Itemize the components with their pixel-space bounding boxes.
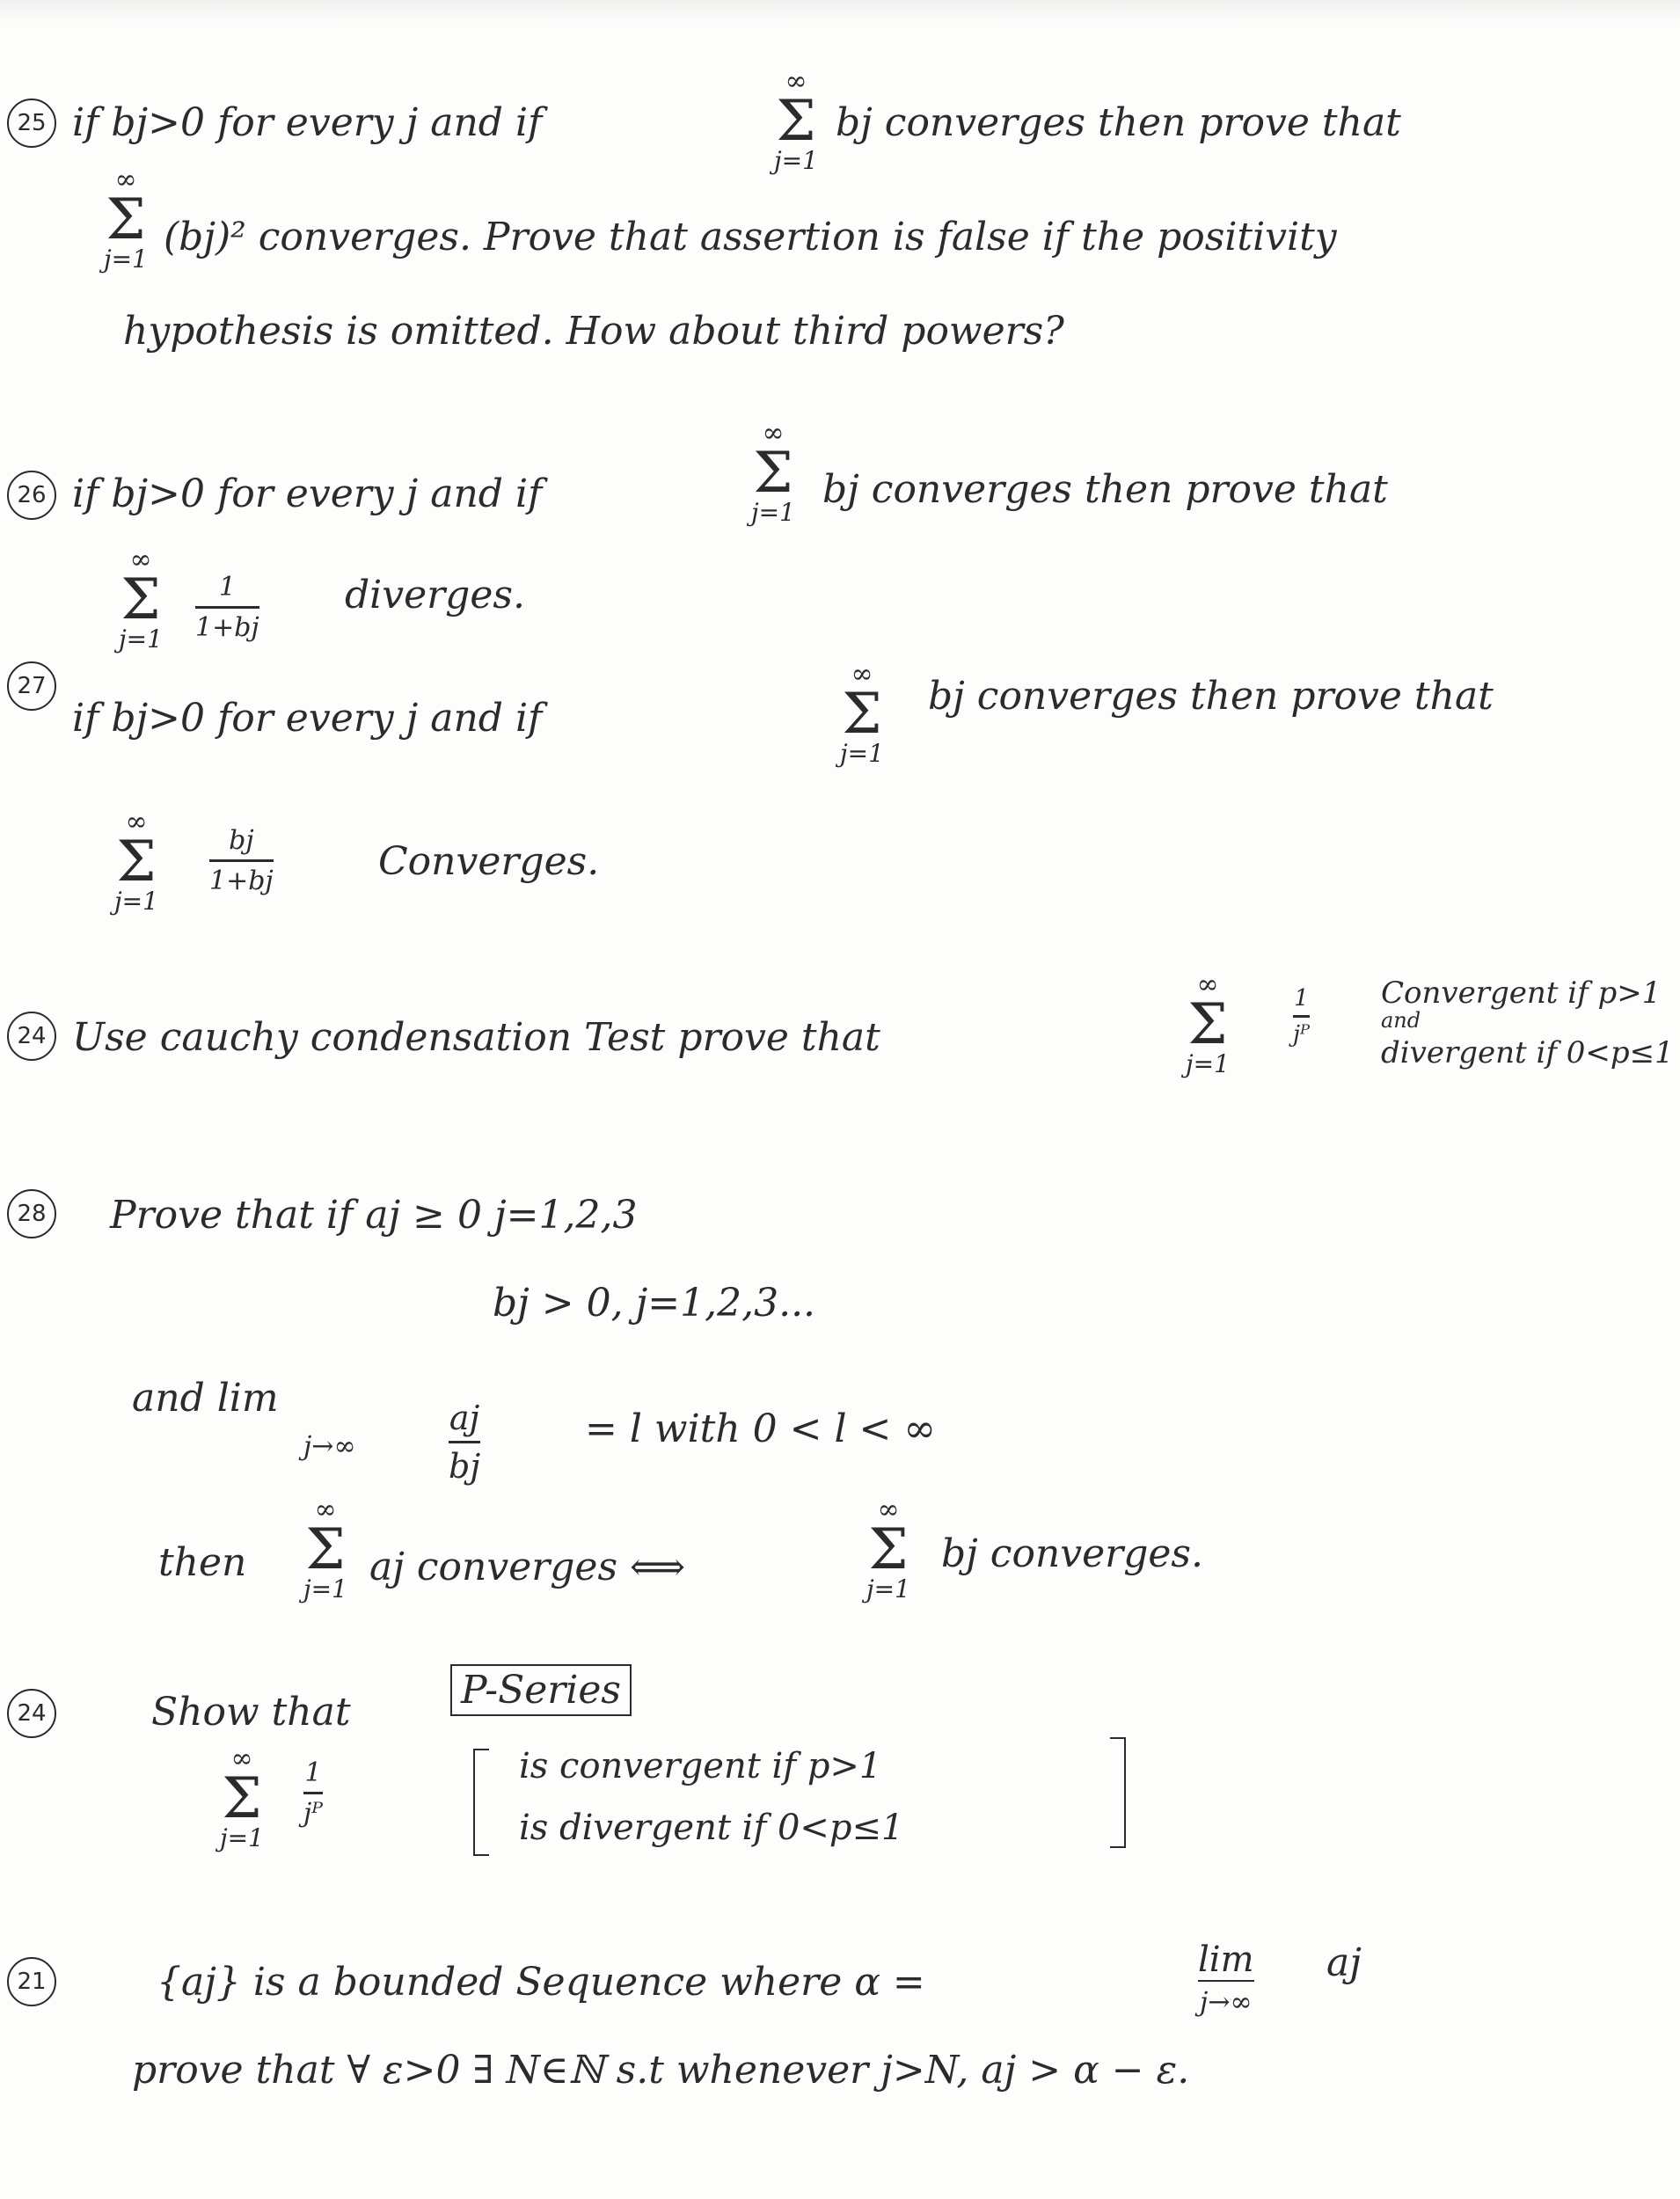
sum-lower-limit: j=1 (104, 244, 148, 274)
fraction (449, 1399, 480, 1486)
lim-label: lim (1198, 1940, 1254, 1980)
sigma-symbol: Σ (106, 187, 146, 252)
sum-upper-limit: ∞ (125, 807, 148, 837)
problem-text: (bj)² converges. Prove that assertion is false if the positivity (164, 215, 1337, 259)
numerator: 1 (304, 1757, 322, 1788)
sum-upper-limit: ∞ (851, 659, 873, 690)
summation (774, 66, 818, 175)
problem-text: {aj} is a bounded Sequence where α = (157, 1960, 925, 2005)
sum-lower-limit: j=1 (303, 1574, 347, 1604)
denominator: bj (449, 1446, 481, 1486)
problem-text: bj converges then prove that (836, 100, 1401, 145)
lim-subscript: j→∞ (1200, 1987, 1253, 2018)
problem-text: if bj>0 for every j and if (72, 696, 543, 741)
sum-lower-limit: j=1 (1186, 1048, 1230, 1078)
sigma-symbol: Σ (842, 682, 882, 747)
summation (751, 420, 795, 525)
sum-lower-limit: j=1 (840, 738, 884, 768)
sum-upper-limit: ∞ (114, 164, 137, 195)
problem-text: then (158, 1540, 247, 1585)
sum-upper-limit: ∞ (230, 1743, 253, 1774)
paper-top-edge (0, 0, 1680, 25)
sum-lower-limit: j=1 (119, 624, 163, 654)
denominator: jᴾ (303, 1797, 324, 1829)
sigma-symbol: Σ (1187, 992, 1228, 1057)
sigma-symbol: Σ (121, 567, 161, 632)
problem-text: aj converges ⟺ (369, 1545, 686, 1589)
problem-text: prove that ∀ ε>0 ∃ N∈ℕ s.t whenever j>N, aj > α − ε. (132, 2048, 1190, 2093)
problem-number: 24 (7, 1689, 56, 1738)
condition-divergent: divergent if 0<p≤1 (1381, 1035, 1674, 1070)
summation (866, 1494, 910, 1604)
problem-number: 25 (7, 99, 56, 148)
fraction (1293, 985, 1310, 1048)
problem-number: 28 (7, 1189, 56, 1238)
numerator: 1 (1294, 985, 1309, 1012)
fraction (303, 1757, 323, 1829)
limit-subscript: j→∞ (303, 1431, 356, 1462)
problem-text: bj > 0, j=1,2,3... (493, 1281, 816, 1326)
sigma-symbol: Σ (753, 441, 793, 506)
sum-upper-limit: ∞ (1196, 969, 1219, 1000)
sigma-symbol: Σ (776, 89, 816, 154)
limit-prefix: and lim (132, 1376, 279, 1421)
problem-text: hypothesis is omitted. How about third powers? (123, 309, 1064, 354)
sum-lower-limit: j=1 (866, 1574, 910, 1604)
summation (114, 809, 158, 914)
fraction-bar (1293, 1015, 1310, 1018)
problem-number: 26 (7, 471, 56, 520)
sum-upper-limit: ∞ (877, 1494, 900, 1525)
condition-convergent: Convergent if p>1 (1381, 975, 1662, 1011)
right-bracket (1110, 1737, 1126, 1848)
fraction (209, 825, 274, 896)
problem-text: Show that (151, 1690, 351, 1735)
numerator: bj (229, 825, 254, 856)
condition-divergent: is divergent if 0<p≤1 (519, 1808, 904, 1848)
problem-text: if bj>0 for every j and if (72, 471, 543, 516)
sigma-symbol: Σ (222, 1766, 262, 1831)
problem-number: 27 (7, 661, 56, 711)
denominator: 1+bj (195, 611, 259, 643)
sum-upper-limit: ∞ (785, 66, 807, 97)
fraction (195, 572, 259, 643)
liminf-operator (1198, 1940, 1254, 2018)
sum-upper-limit: ∞ (129, 544, 152, 575)
denominator: 1+bj (209, 865, 274, 896)
sum-lower-limit: j=1 (114, 886, 158, 916)
summation (840, 661, 884, 766)
problem-text: Use cauchy condensation Test prove that (72, 1015, 880, 1060)
p-series-label: P-Series (450, 1664, 632, 1716)
denominator: jᴾ (1293, 1020, 1311, 1048)
numerator: aj (449, 1399, 480, 1437)
sum-upper-limit: ∞ (314, 1494, 337, 1525)
problem-text: bj converges then prove that (822, 467, 1388, 512)
left-bracket (473, 1749, 489, 1856)
problem-text: bj converges. (941, 1531, 1203, 1576)
fraction-bar (209, 859, 274, 862)
problem-text: Prove that if aj ≥ 0 j=1,2,3 (110, 1193, 638, 1238)
problem-text: diverges. (345, 573, 525, 617)
sigma-symbol: Σ (868, 1517, 909, 1582)
problem-text: = l with 0 < l < ∞ (585, 1406, 937, 1451)
sum-lower-limit: j=1 (751, 497, 795, 527)
problem-text: if bj>0 for every j and if (72, 100, 543, 145)
problem-number: 21 (7, 1957, 56, 2006)
summation (119, 544, 163, 654)
problem-number: 24 (7, 1012, 56, 1061)
sum-upper-limit: ∞ (762, 418, 785, 449)
sum-lower-limit: j=1 (774, 145, 818, 175)
problem-text: Converges. (378, 839, 600, 884)
numerator: 1 (218, 572, 236, 603)
summation (220, 1743, 264, 1852)
problem-text: bj converges then prove that (928, 674, 1494, 719)
sum-lower-limit: j=1 (220, 1823, 264, 1852)
fraction-bar (303, 1792, 323, 1794)
condition-convergent: is convergent if p>1 (519, 1746, 882, 1786)
summation (303, 1494, 347, 1604)
summation (1186, 969, 1230, 1078)
sigma-symbol: Σ (116, 829, 157, 895)
fraction-bar (449, 1441, 480, 1443)
sigma-symbol: Σ (305, 1517, 346, 1582)
problem-text: aj (1326, 1940, 1362, 1985)
condition-and: and (1381, 1008, 1421, 1033)
summation (104, 164, 148, 274)
fraction-bar (195, 606, 259, 609)
